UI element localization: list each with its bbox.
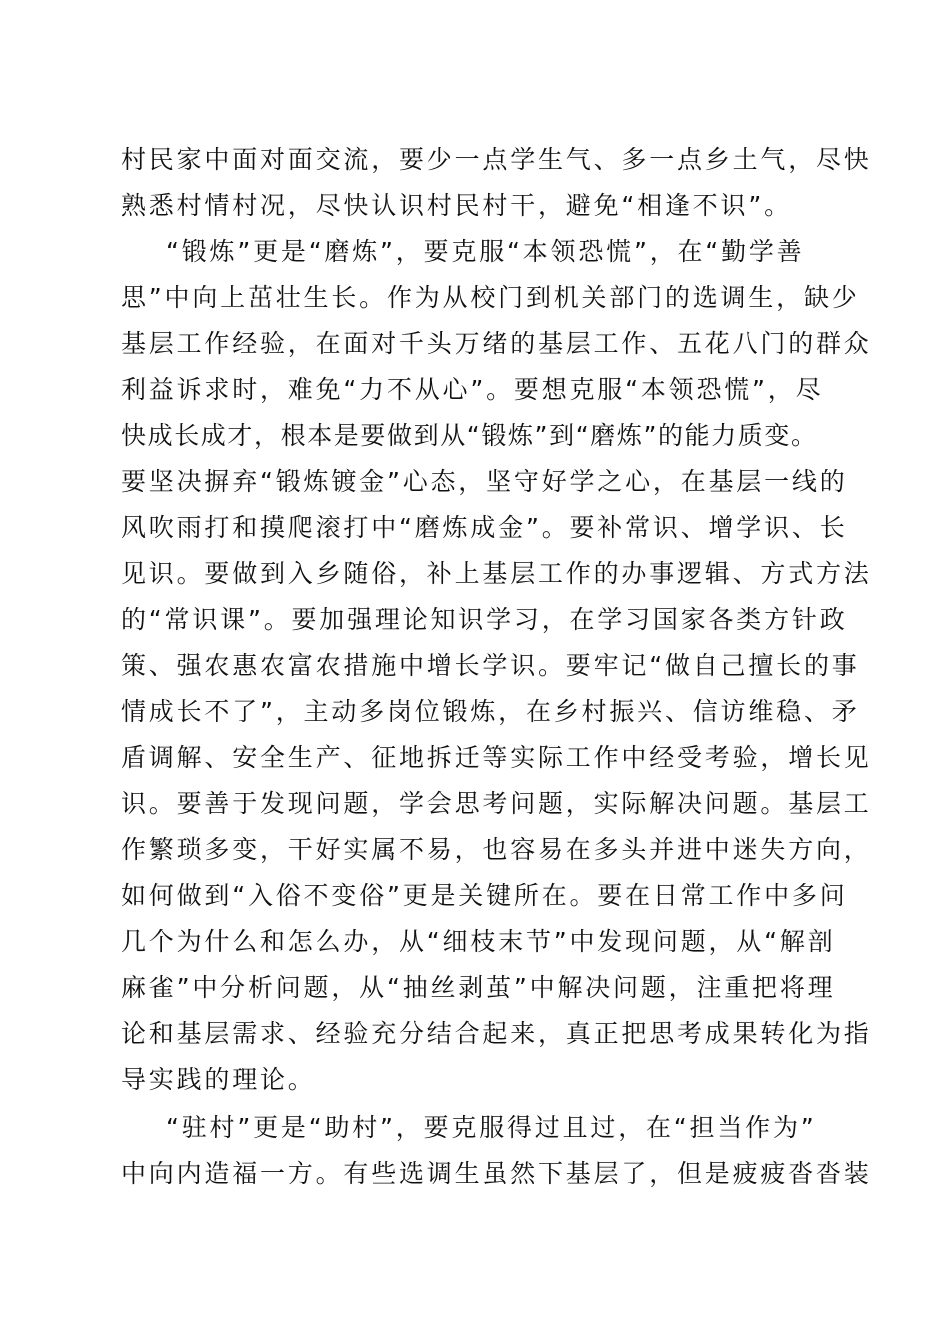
paragraph-first-line: [0, 232, 950, 272]
text-line: [0, 554, 950, 594]
text-line-content: 几个为什么和怎么办，从“细枝末节”中发现问题，从“解剖: [121, 927, 836, 956]
text-line: [0, 278, 950, 318]
text-line-content: 熟悉村情村况，尽快认识村民村干，避免“相逢不识”。: [121, 191, 792, 220]
text-line-content: 快成长成才，根本是要做到从“锻炼”到“磨炼”的能力质变。: [121, 421, 818, 450]
text-line: [0, 186, 950, 226]
text-line-content: 作繁琐多变，干好实属不易，也容易在多头并进中迷失方向，: [121, 835, 872, 864]
text-line: [0, 876, 950, 916]
text-line: [0, 324, 950, 364]
text-line-content: 村民家中面对面交流，要少一点学生气、多一点乡土气，尽快: [121, 145, 872, 174]
text-line: [0, 1014, 950, 1054]
text-line-content: 盾调解、安全生产、征地拆迁等实际工作中经受考验，增长见: [121, 743, 872, 772]
text-line: [0, 738, 950, 778]
text-line-content: 导实践的理论。: [121, 1065, 316, 1094]
text-line: [0, 646, 950, 686]
paragraph-first-line: [0, 1108, 950, 1148]
text-line-content: 思”中向上茁壮生长。作为从校门到机关部门的选调生，缺少: [121, 283, 860, 312]
text-line-content: 如何做到“入俗不变俗”更是关键所在。要在日常工作中多问: [121, 881, 848, 910]
text-line-content: 要坚决摒弃“锻炼镀金”心态，坚守好学之心，在基层一线的: [121, 467, 848, 496]
text-line: [0, 968, 950, 1008]
text-line-content: “驻村”更是“助村”，要克服得过且过，在“担当作为”: [166, 1113, 817, 1142]
text-line: [0, 462, 950, 502]
text-line-content: 麻雀”中分析问题，从“抽丝剥茧”中解决问题，注重把将理: [121, 973, 836, 1002]
text-line: [0, 600, 950, 640]
text-line: [0, 830, 950, 870]
text-line: [0, 508, 950, 548]
text-line-content: 风吹雨打和摸爬滚打中“磨炼成金”。要补常识、增学识、长: [121, 513, 848, 542]
text-line: [0, 692, 950, 732]
text-line-content: 的“常识课”。要加强理论知识学习，在学习国家各类方针政: [121, 605, 848, 634]
text-line-content: 识。要善于发现问题，学会思考问题，实际解决问题。基层工: [121, 789, 872, 818]
text-line-content: 中向内造福一方。有些选调生虽然下基层了，但是疲疲沓沓装: [121, 1159, 872, 1188]
text-line-content: 情成长不了”，主动多岗位锻炼，在乡村振兴、信访维稳、矛: [121, 697, 860, 726]
text-line: [0, 1154, 950, 1194]
text-line: [0, 370, 950, 410]
text-line-content: 基层工作经验，在面对千头万绪的基层工作、五花八门的群众: [121, 329, 872, 358]
text-line-content: 策、强农惠农富农措施中增长学识。要牢记“做自己擅长的事: [121, 651, 860, 680]
text-line: [0, 416, 950, 456]
text-line: [0, 784, 950, 824]
text-line-content: 见识。要做到入乡随俗，补上基层工作的办事逻辑、方式方法: [121, 559, 872, 588]
text-line: [0, 922, 950, 962]
text-line: [0, 1060, 950, 1100]
text-line-content: 论和基层需求、经验充分结合起来，真正把思考成果转化为指: [121, 1019, 872, 1048]
text-line-content: “锻炼”更是“磨炼”，要克服“本领恐慌”，在“勤学善: [166, 237, 805, 266]
text-line-content: 利益诉求时，难免“力不从心”。要想克服“本领恐慌”，尽: [121, 375, 824, 404]
text-line: [0, 140, 950, 180]
